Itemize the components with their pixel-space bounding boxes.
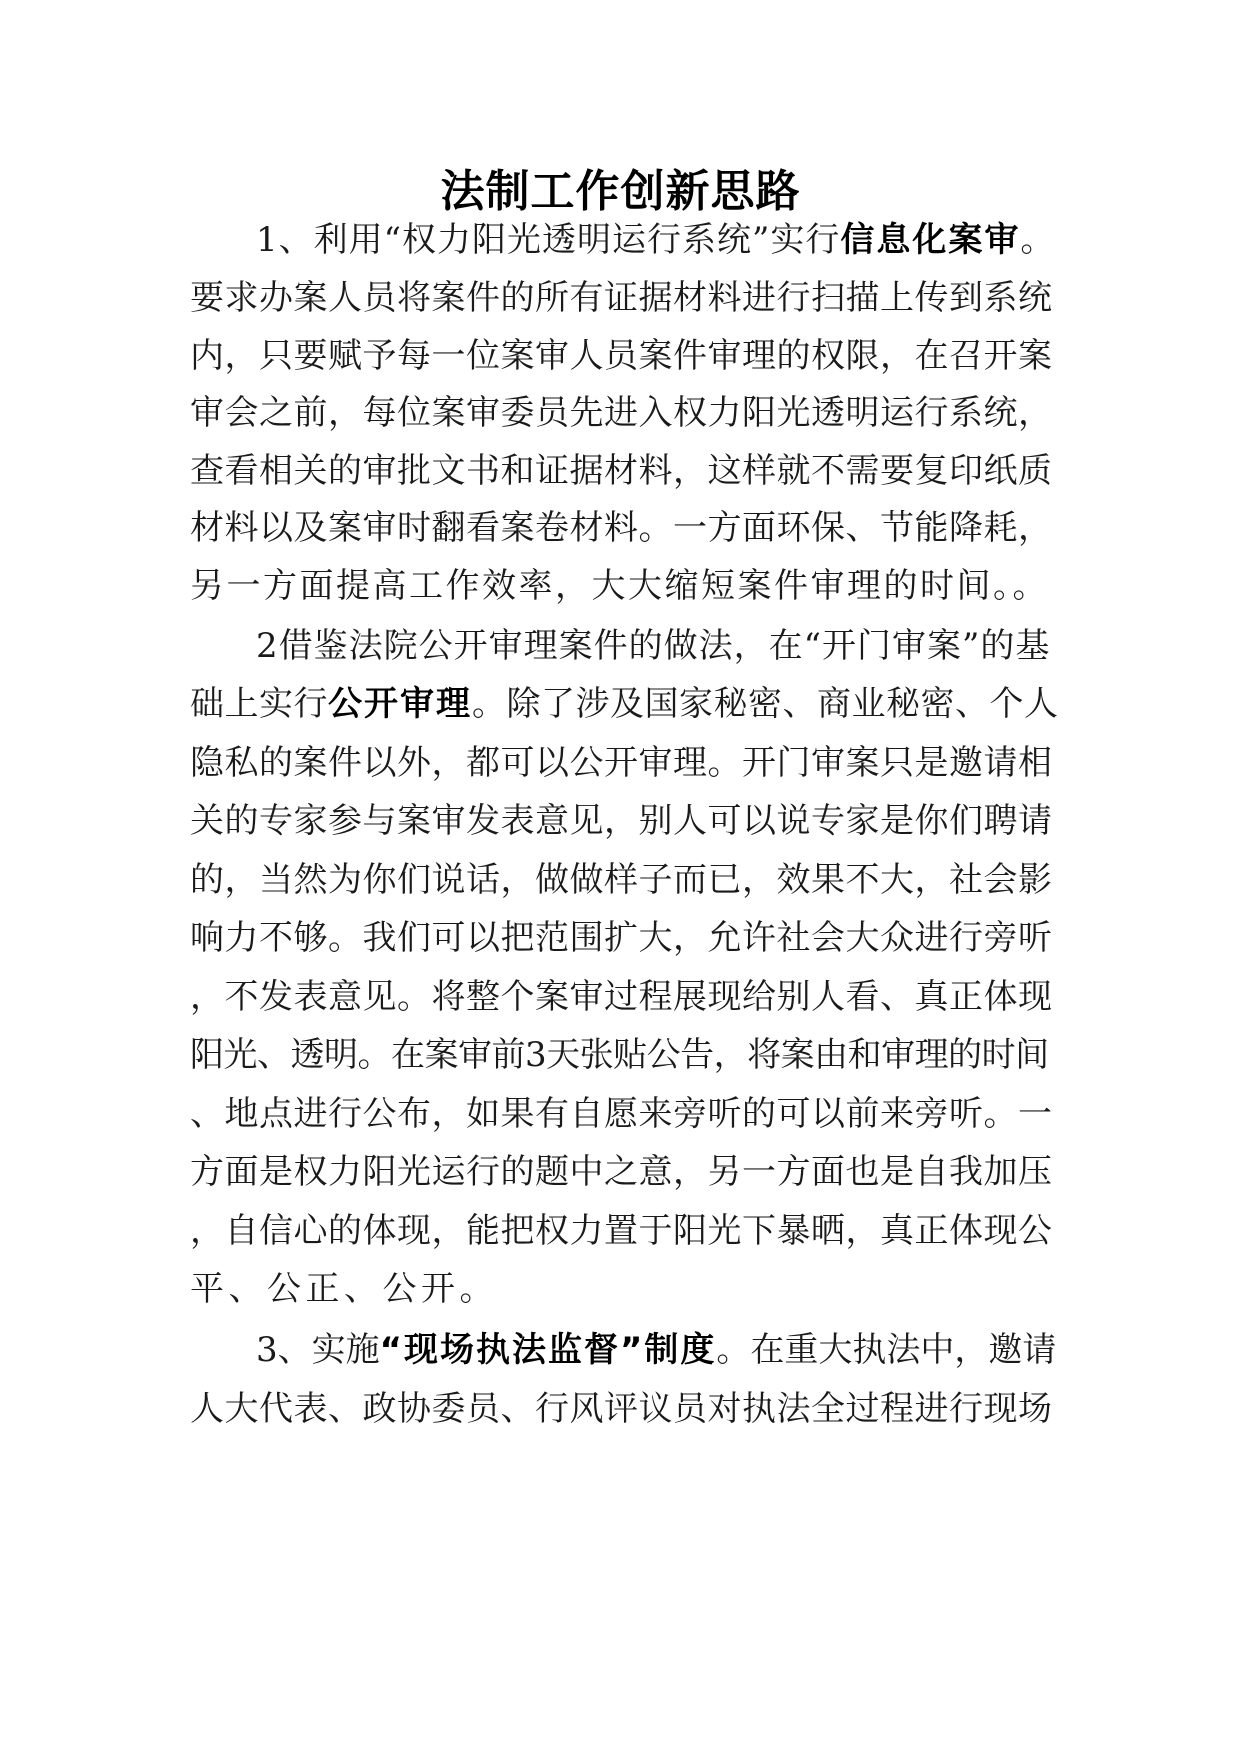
line-text: 3、实施	[256, 1330, 380, 1370]
paragraph-2-line-8: 阳光、透明。在案审前3天张贴公告，将案由和审理的时间	[190, 1035, 1049, 1075]
paragraph-2-line-4: 关的专家参与案审发表意见，别人可以说专家是你们聘请	[190, 801, 1053, 841]
paragraph-3-line-1	[256, 1317, 1060, 1383]
paragraph-2-line-6: 响力不够。我们可以把范围扩大，允许社会大众进行旁听	[190, 918, 1053, 958]
paragraph-1-line-5: 查看相关的审批文书和证据材料，这样就不需要复印纸质	[190, 451, 1053, 491]
paragraph-1-line-4: 审会之前，每位案审委员先进入权力阳光透明运行系统，	[190, 393, 1053, 433]
paragraph-2-line-12: 平、公正、公开。	[190, 1269, 498, 1309]
paragraph-2-line-11: ，自信心的体现，能把权力置于阳光下暴晒，真正体现公	[190, 1211, 1053, 1251]
line-text: 。在重大执法中，邀请	[716, 1330, 1057, 1370]
paragraph-1-line-3: 内，只要赋予每一位案审人员案件审理的权限，在召开案	[190, 336, 1053, 376]
paragraph-1-line-7: 另一方面提高工作效率，大大缩短案件审理的时间。。	[190, 566, 1049, 606]
paragraph-2-line-9: 、地点进行公布，如果有自愿来旁听的可以前来旁听。一	[190, 1094, 1053, 1134]
line-text: 。	[1020, 220, 1056, 260]
line-text: 础上实行	[190, 684, 328, 724]
paragraph-1-line-1	[256, 207, 1060, 273]
bold-term-onsite-supervision: “现场执法监督”制度	[379, 1330, 717, 1370]
line-text: 1、利用“权力阳光透明运行系统”实行	[256, 220, 841, 260]
paragraph-1-line-6: 材料以及案审时翻看案卷材料。一方面环保、节能降耗，	[190, 508, 1053, 548]
paragraph-2-line-10: 方面是权力阳光运行的题中之意，另一方面也是自我加压	[190, 1152, 1053, 1192]
document-title: 法制工作创新思路	[440, 166, 801, 217]
paragraph-2-line-2	[190, 671, 1060, 737]
paragraph-3-line-2: 人大代表、政协委员、行风评议员对执法全过程进行现场	[190, 1389, 1053, 1429]
line-text: 。除了涉及国家秘密、商业秘密、个人	[472, 684, 1059, 724]
paragraph-2-line-3: 隐私的案件以外，都可以公开审理。开门审案只是邀请相	[190, 743, 1053, 783]
bold-term-info-review: 信息化案审	[840, 220, 1021, 260]
paragraph-2-line-5: 的，当然为你们说话，做做样子而已，效果不大，社会影	[190, 860, 1053, 900]
paragraph-2-line-1: 2借鉴法院公开审理案件的做法，在“开门审案”的基	[256, 626, 1051, 666]
paragraph-2-line-7: ，不发表意见。将整个案审过程展现给别人看、真正体现	[190, 977, 1053, 1017]
paragraph-1-line-2: 要求办案人员将案件的所有证据材料进行扫描上传到系统	[190, 278, 1053, 318]
bold-term-public-trial: 公开审理	[328, 684, 472, 724]
